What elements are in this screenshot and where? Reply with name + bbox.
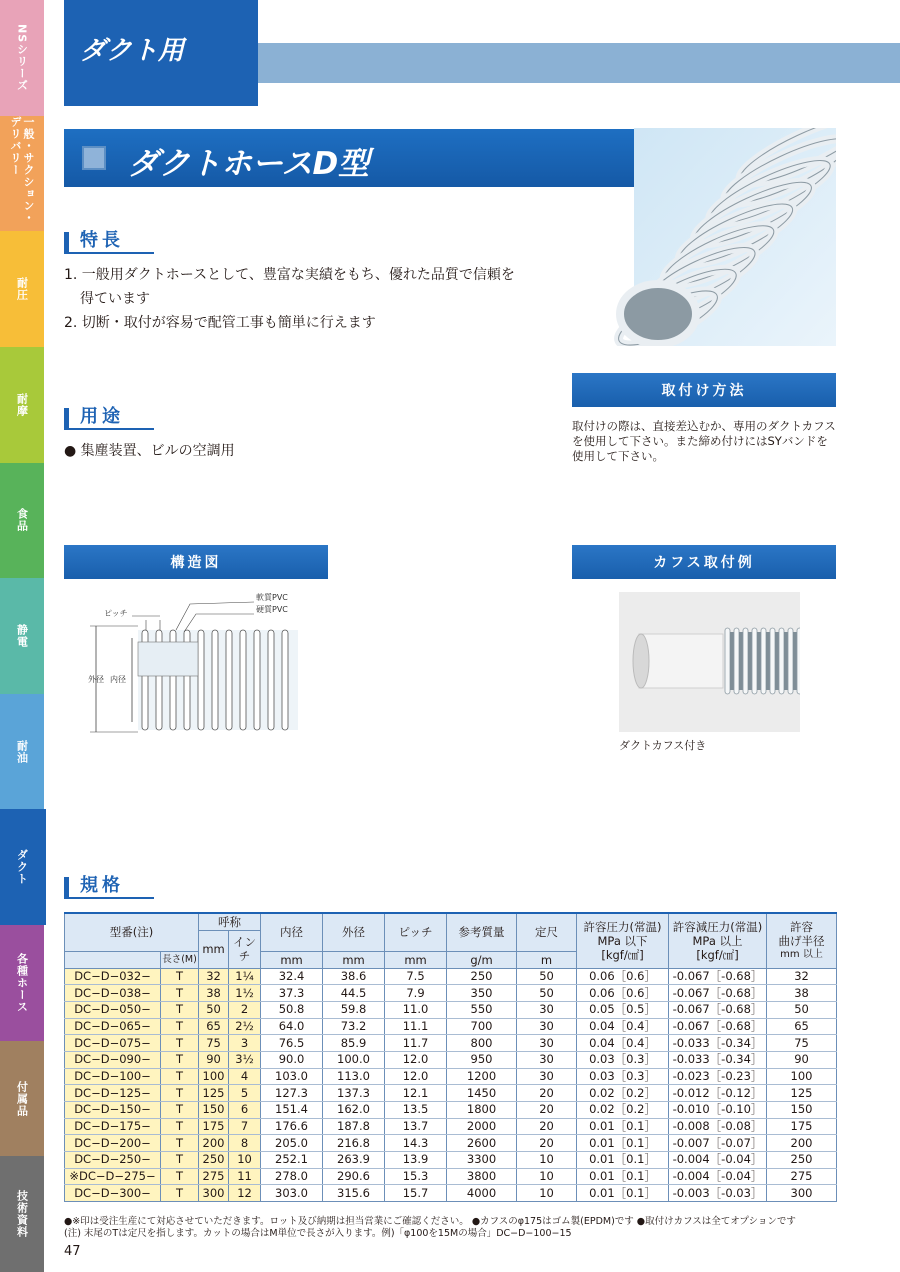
cell-pitch: 14.3: [385, 1135, 447, 1152]
cell-pitch: 12.0: [385, 1051, 447, 1068]
cell-pitch: 11.1: [385, 1018, 447, 1035]
cell-vacuum: -0.033［-0.34］: [669, 1051, 767, 1068]
cell-model: DC−D−250−: [65, 1152, 161, 1169]
cell-pitch: 12.0: [385, 1068, 447, 1085]
cell-mm: 100: [199, 1068, 229, 1085]
header-model-blank: [65, 951, 161, 968]
cell-len: T: [161, 985, 199, 1002]
cell-outer: 73.2: [323, 1018, 385, 1035]
installation-heading: 取付け方法: [572, 373, 836, 407]
cell-mm: 150: [199, 1102, 229, 1119]
cell-bend: 275: [767, 1168, 837, 1185]
cell-std: 10: [517, 1152, 577, 1169]
cell-model: DC−D−065−: [65, 1018, 161, 1035]
cell-inch: 3: [229, 1035, 261, 1052]
table-row: [65, 1118, 837, 1135]
cell-outer: 137.3: [323, 1085, 385, 1102]
side-tab-8[interactable]: [0, 925, 44, 1041]
cell-len: T: [161, 1152, 199, 1169]
header-weight: 参考質量: [447, 913, 517, 951]
header-length: 長さ(M): [161, 951, 199, 968]
header-std-length: 定尺: [517, 913, 577, 951]
usage-item: ● 集塵装置、ビルの空調用: [64, 443, 235, 459]
cuff-photo: [619, 592, 800, 732]
cell-inch: 1½: [229, 985, 261, 1002]
cuff-caption: ダクトカフス付き: [619, 739, 707, 752]
cell-weight: 2000: [447, 1118, 517, 1135]
cell-std: 50: [517, 985, 577, 1002]
table-row: [65, 1068, 837, 1085]
cell-mm: 32: [199, 968, 229, 985]
table-row: [65, 1135, 837, 1152]
side-tab-3[interactable]: [0, 347, 44, 463]
cell-bend: 175: [767, 1118, 837, 1135]
cell-len: T: [161, 1051, 199, 1068]
cell-vacuum: -0.067［-0.68］: [669, 968, 767, 985]
cell-weight: 2600: [447, 1135, 517, 1152]
unit-pitch: mm: [385, 951, 447, 968]
cell-model: DC−D−175−: [65, 1118, 161, 1135]
cell-bend: 250: [767, 1152, 837, 1169]
cell-inch: 10: [229, 1152, 261, 1169]
cell-len: T: [161, 1185, 199, 1202]
cell-len: T: [161, 1018, 199, 1035]
cell-pitch: 13.7: [385, 1118, 447, 1135]
cell-vacuum: -0.067［-0.68］: [669, 1001, 767, 1018]
cell-outer: 85.9: [323, 1035, 385, 1052]
cell-pitch: 13.5: [385, 1102, 447, 1119]
cell-weight: 3300: [447, 1152, 517, 1169]
cell-bend: 65: [767, 1018, 837, 1035]
cell-vacuum: -0.033［-0.34］: [669, 1035, 767, 1052]
cell-pressure: 0.01［0.1］: [577, 1118, 669, 1135]
cell-len: T: [161, 968, 199, 985]
side-tab-label: 技術資料: [15, 1190, 29, 1239]
cell-bend: 32: [767, 968, 837, 985]
cell-pressure: 0.01［0.1］: [577, 1135, 669, 1152]
cell-mm: 125: [199, 1085, 229, 1102]
cell-outer: 187.8: [323, 1118, 385, 1135]
cell-std: 30: [517, 1051, 577, 1068]
installation-line-2: を使用して下さい。また締め付けにはSYバンドを: [572, 434, 828, 448]
cell-outer: 100.0: [323, 1051, 385, 1068]
cell-inner: 252.1: [261, 1152, 323, 1169]
heading-bar: [64, 877, 69, 897]
outer-diameter-label: 外径: [88, 675, 104, 684]
inner-diameter-label: 内径: [110, 675, 126, 684]
cell-mm: 90: [199, 1051, 229, 1068]
features-heading-text: 特長: [80, 230, 124, 251]
cell-vacuum: -0.008［-0.08］: [669, 1118, 767, 1135]
cell-len: T: [161, 1102, 199, 1119]
cell-outer: 315.6: [323, 1185, 385, 1202]
cell-model: DC−D−150−: [65, 1102, 161, 1119]
cell-inner: 50.8: [261, 1001, 323, 1018]
table-row: [65, 985, 837, 1002]
side-tab-2[interactable]: [0, 231, 44, 347]
cell-inner: 278.0: [261, 1168, 323, 1185]
cell-len: T: [161, 1068, 199, 1085]
cell-inch: 2½: [229, 1018, 261, 1035]
side-tab-label: 各種ホース: [15, 952, 29, 1013]
spec-table-body: [65, 968, 837, 1202]
cell-bend: 200: [767, 1135, 837, 1152]
cell-vacuum: -0.010［-0.10］: [669, 1102, 767, 1119]
cell-pressure: 0.03［0.3］: [577, 1068, 669, 1085]
cell-len: T: [161, 1118, 199, 1135]
cell-vacuum: -0.007［-0.07］: [669, 1135, 767, 1152]
cell-model: DC−D−032−: [65, 968, 161, 985]
heading-bar: [64, 232, 69, 252]
structure-heading: 構造図: [64, 545, 328, 579]
cell-std: 20: [517, 1102, 577, 1119]
feature-item-2: 2. 切断・取付が容易で配管工事も簡単に行えます: [64, 315, 376, 331]
cell-inner: 103.0: [261, 1068, 323, 1085]
cell-std: 10: [517, 1168, 577, 1185]
cell-outer: 216.8: [323, 1135, 385, 1152]
cell-std: 20: [517, 1085, 577, 1102]
cell-mm: 200: [199, 1135, 229, 1152]
table-row: [65, 1035, 837, 1052]
cell-mm: 175: [199, 1118, 229, 1135]
cell-outer: 290.6: [323, 1168, 385, 1185]
side-tab-label: ダクト: [15, 849, 29, 886]
cell-weight: 950: [447, 1051, 517, 1068]
cell-bend: 50: [767, 1001, 837, 1018]
cell-model: DC−D−300−: [65, 1185, 161, 1202]
cell-vacuum: -0.067［-0.68］: [669, 985, 767, 1002]
cell-vacuum: -0.012［-0.12］: [669, 1085, 767, 1102]
table-row: [65, 968, 837, 985]
side-tab-label: 一般・サクション・デリバリー: [9, 115, 35, 224]
installation-line-3: 使用して下さい。: [572, 449, 664, 463]
cell-bend: 300: [767, 1185, 837, 1202]
cell-std: 30: [517, 1001, 577, 1018]
cell-inch: 12: [229, 1185, 261, 1202]
cell-model: ※DC−D−275−: [65, 1168, 161, 1185]
cell-inch: 8: [229, 1135, 261, 1152]
product-title-bar: [64, 129, 642, 187]
cell-mm: 75: [199, 1035, 229, 1052]
heading-bar: [64, 408, 69, 428]
header-vacuum: 許容減圧力(常温) MPa 以上 [kgf/㎠]: [669, 913, 767, 968]
cell-model: DC−D−038−: [65, 985, 161, 1002]
header-inner: 内径: [261, 913, 323, 951]
cell-std: 50: [517, 968, 577, 985]
title-square-icon: [82, 146, 106, 170]
cell-pitch: 11.7: [385, 1035, 447, 1052]
cell-mm: 275: [199, 1168, 229, 1185]
side-tab-1[interactable]: [0, 116, 44, 232]
cell-len: T: [161, 1035, 199, 1052]
spec-table: [64, 912, 837, 1202]
cell-outer: 59.8: [323, 1001, 385, 1018]
cell-pitch: 13.9: [385, 1152, 447, 1169]
cell-pitch: 15.3: [385, 1168, 447, 1185]
cell-weight: 1200: [447, 1068, 517, 1085]
side-tab-4[interactable]: [0, 463, 44, 579]
usage-heading: [64, 406, 154, 430]
cell-inner: 303.0: [261, 1185, 323, 1202]
cell-outer: 162.0: [323, 1102, 385, 1119]
cell-std: 30: [517, 1035, 577, 1052]
cell-pitch: 12.1: [385, 1085, 447, 1102]
cell-outer: 38.6: [323, 968, 385, 985]
cell-weight: 3800: [447, 1168, 517, 1185]
side-tab-label: NSシリーズ: [15, 24, 29, 92]
cell-mm: 250: [199, 1152, 229, 1169]
cell-pressure: 0.03［0.3］: [577, 1051, 669, 1068]
cell-vacuum: -0.003［-0.03］: [669, 1185, 767, 1202]
table-row: [65, 1102, 837, 1119]
unit-weight: g/m: [447, 951, 517, 968]
cell-mm: 38: [199, 985, 229, 1002]
side-tab-0[interactable]: [0, 0, 44, 116]
cell-len: T: [161, 1168, 199, 1185]
cell-bend: 100: [767, 1068, 837, 1085]
table-row: [65, 1185, 837, 1202]
pitch-label: ピッチ: [104, 609, 128, 618]
footnote-2: (注) 末尾のTは定尺を指します。カットの場合はM単位で長さが入ります。例)「φ100を15Mの場合」DC−D−100−15: [64, 1228, 572, 1239]
cell-pitch: 15.7: [385, 1185, 447, 1202]
cell-pressure: 0.06［0.6］: [577, 968, 669, 985]
cell-inner: 90.0: [261, 1051, 323, 1068]
cell-inner: 37.3: [261, 985, 323, 1002]
cell-pressure: 0.05［0.5］: [577, 1001, 669, 1018]
unit-outer: mm: [323, 951, 385, 968]
feature-item-1: 1. 一般用ダクトホースとして、豊富な実績をもち、優れた品質で信頼を: [64, 267, 515, 283]
cell-inch: 5: [229, 1085, 261, 1102]
cell-weight: 700: [447, 1018, 517, 1035]
cell-inch: 3½: [229, 1051, 261, 1068]
cell-bend: 38: [767, 985, 837, 1002]
cell-inner: 151.4: [261, 1102, 323, 1119]
cell-mm: 50: [199, 1001, 229, 1018]
side-tab-9[interactable]: [0, 1041, 44, 1157]
cell-inner: 127.3: [261, 1085, 323, 1102]
cell-std: 10: [517, 1185, 577, 1202]
cell-bend: 90: [767, 1051, 837, 1068]
side-tab-label: 耐油: [15, 739, 29, 764]
cell-weight: 550: [447, 1001, 517, 1018]
header-pitch: ピッチ: [385, 913, 447, 951]
footnote-1: ●※印は受注生産にて対応させていただきます。ロット及び納期は担当営業にご確認ください。 ●カフスのφ175はゴム製(EPDM)です ●取付けカフスは全てオプションです: [64, 1216, 796, 1227]
cell-len: T: [161, 1135, 199, 1152]
header-stripe: [258, 43, 900, 83]
header-outer: 外径: [323, 913, 385, 951]
cell-inner: 176.6: [261, 1118, 323, 1135]
cell-inch: 7: [229, 1118, 261, 1135]
cell-weight: 1450: [447, 1085, 517, 1102]
table-row: [65, 1051, 837, 1068]
cell-outer: 44.5: [323, 985, 385, 1002]
cell-pressure: 0.01［0.1］: [577, 1185, 669, 1202]
cell-inner: 205.0: [261, 1135, 323, 1152]
table-row: [65, 1018, 837, 1035]
cell-pitch: 11.0: [385, 1001, 447, 1018]
category-title: ダクト用: [80, 36, 185, 66]
cell-inner: 32.4: [261, 968, 323, 985]
side-tab-label: 付属品: [15, 1080, 29, 1117]
cell-vacuum: -0.067［-0.68］: [669, 1018, 767, 1035]
cell-weight: 1800: [447, 1102, 517, 1119]
table-row: [65, 1085, 837, 1102]
header-bend-radius: 許容 曲げ半径 mm 以上: [767, 913, 837, 968]
cell-pressure: 0.04［0.4］: [577, 1018, 669, 1035]
side-tab-7[interactable]: [0, 809, 44, 925]
cell-model: DC−D−200−: [65, 1135, 161, 1152]
cell-inch: 2: [229, 1001, 261, 1018]
cell-model: DC−D−125−: [65, 1085, 161, 1102]
cell-inch: 6: [229, 1102, 261, 1119]
side-tab-5[interactable]: [0, 578, 44, 694]
side-tab-label: 耐圧: [15, 277, 29, 302]
side-tab-label: 静電: [15, 623, 29, 648]
features-heading: [64, 230, 154, 254]
header-nominal: 呼称: [199, 913, 261, 931]
table-row: [65, 1168, 837, 1185]
cell-weight: 350: [447, 985, 517, 1002]
cell-outer: 263.9: [323, 1152, 385, 1169]
side-tab-6[interactable]: [0, 694, 44, 810]
cell-bend: 125: [767, 1085, 837, 1102]
cell-pitch: 7.9: [385, 985, 447, 1002]
cell-weight: 4000: [447, 1185, 517, 1202]
structure-diagram: [80, 590, 316, 750]
unit-inner: mm: [261, 951, 323, 968]
side-tab-label: 耐摩: [15, 392, 29, 417]
side-tab-label: 食品: [15, 508, 29, 533]
cell-pressure: 0.02［0.2］: [577, 1085, 669, 1102]
soft-pvc-label: 軟質PVC: [256, 593, 288, 602]
cell-len: T: [161, 1001, 199, 1018]
cell-inner: 76.5: [261, 1035, 323, 1052]
cell-model: DC−D−090−: [65, 1051, 161, 1068]
spec-heading: [64, 875, 154, 899]
cell-inch: 11: [229, 1168, 261, 1185]
unit-std-length: m: [517, 951, 577, 968]
installation-line-1: 取付けの際は、直接差込むか、専用のダクトカフス: [572, 419, 836, 433]
cell-mm: 65: [199, 1018, 229, 1035]
cell-inner: 64.0: [261, 1018, 323, 1035]
header-model: 型番(注): [65, 913, 199, 951]
page-number: 47: [64, 1244, 81, 1259]
cell-vacuum: -0.004［-0.04］: [669, 1168, 767, 1185]
cuff-hose-ribs: [725, 628, 800, 694]
category-header: [64, 0, 258, 106]
cell-weight: 800: [447, 1035, 517, 1052]
cell-mm: 300: [199, 1185, 229, 1202]
header-pressure: 許容圧力(常温) MPa 以下 [kgf/㎠]: [577, 913, 669, 968]
hard-pvc-label: 硬質PVC: [256, 605, 288, 614]
cell-std: 30: [517, 1018, 577, 1035]
cell-std: 20: [517, 1135, 577, 1152]
header-inch: インチ: [229, 931, 261, 969]
product-title: ダクトホースD型: [128, 146, 370, 182]
usage-heading-text: 用途: [80, 406, 124, 427]
table-row: [65, 1152, 837, 1169]
side-tab-10[interactable]: [0, 1156, 44, 1272]
table-row: [65, 1001, 837, 1018]
spec-heading-text: 規格: [80, 875, 124, 896]
cell-pressure: 0.04［0.4］: [577, 1035, 669, 1052]
cell-len: T: [161, 1085, 199, 1102]
cell-model: DC−D−075−: [65, 1035, 161, 1052]
duct-hose-photo: [604, 128, 836, 346]
feature-item-1-cont: 得ています: [80, 291, 150, 307]
cell-bend: 75: [767, 1035, 837, 1052]
cell-pressure: 0.06［0.6］: [577, 985, 669, 1002]
cell-outer: 113.0: [323, 1068, 385, 1085]
cell-std: 20: [517, 1118, 577, 1135]
cell-weight: 250: [447, 968, 517, 985]
cell-pitch: 7.5: [385, 968, 447, 985]
cell-std: 30: [517, 1068, 577, 1085]
cell-pressure: 0.01［0.1］: [577, 1152, 669, 1169]
cell-bend: 150: [767, 1102, 837, 1119]
header-mm: mm: [199, 931, 229, 969]
cell-inch: 1¼: [229, 968, 261, 985]
cell-pressure: 0.02［0.2］: [577, 1102, 669, 1119]
cell-model: DC−D−100−: [65, 1068, 161, 1085]
cell-inch: 4: [229, 1068, 261, 1085]
cell-vacuum: -0.023［-0.23］: [669, 1068, 767, 1085]
side-tab-index: [0, 0, 44, 1272]
cell-pressure: 0.01［0.1］: [577, 1168, 669, 1185]
cell-vacuum: -0.004［-0.04］: [669, 1152, 767, 1169]
cuff-heading: カフス取付例: [572, 545, 836, 579]
cell-model: DC−D−050−: [65, 1001, 161, 1018]
